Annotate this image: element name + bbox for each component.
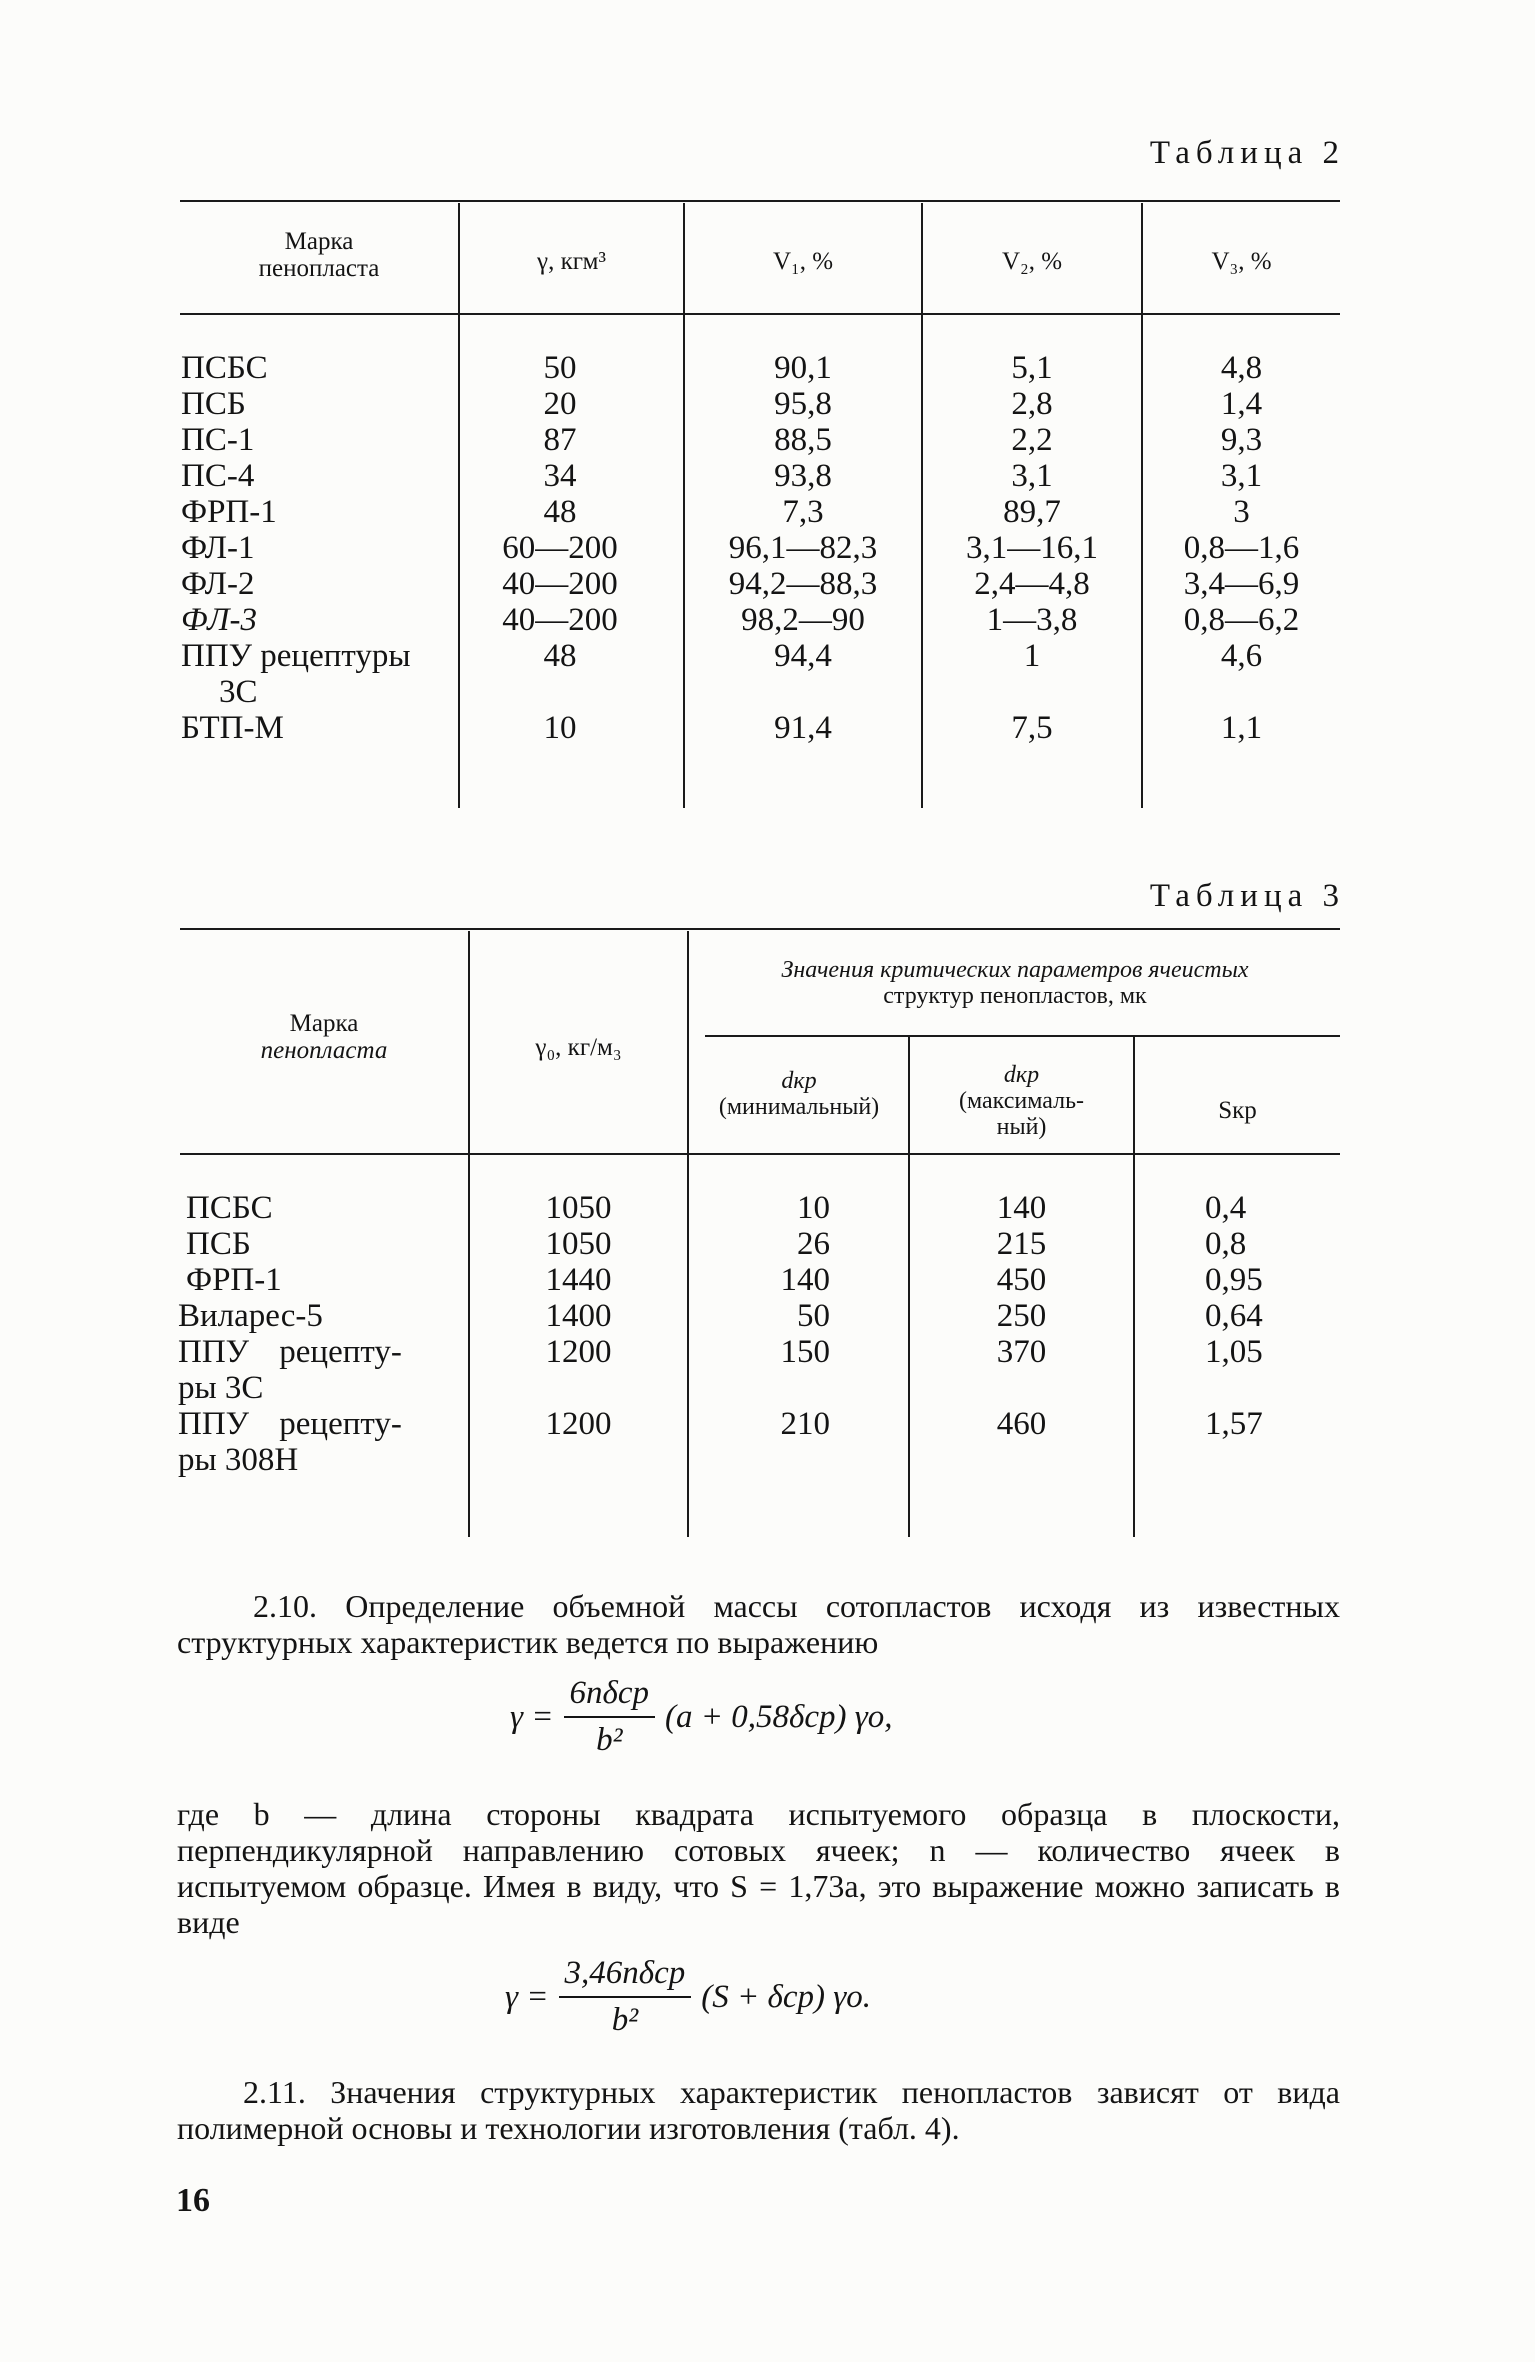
table-cell: 96,1—82,3 (728, 530, 878, 566)
table-cell: 40—200 (502, 602, 618, 638)
table-cell: ФЛ-3 (181, 602, 257, 638)
table3-skr-column (1205, 1190, 1340, 1478)
table-cell: 450 (996, 1262, 1047, 1298)
table2-v1-column (685, 350, 921, 746)
table-cell: ФЛ-2 (181, 566, 255, 602)
table-cell: 1—3,8 (986, 602, 1078, 638)
table-cell (685, 674, 921, 710)
table-cell: 1400 (545, 1298, 612, 1334)
table-cell: ПСБС (186, 1190, 273, 1226)
table2-caption: Таблица 2 (1149, 135, 1345, 171)
page-number: 16 (176, 2182, 210, 2219)
table-cell: 10 (543, 710, 577, 746)
table3-header-dmin: dкр (минимальный) (718, 1068, 880, 1120)
table3-group-rule (705, 1035, 1340, 1037)
paragraph-2-10: 2.10. Определение объемной массы сотопластов исходя из известных структурных характеристик ведется по выражению (177, 1588, 1340, 1660)
table-cell: 1,05 (1205, 1334, 1263, 1370)
table-cell: 98,2—90 (741, 602, 865, 638)
table-cell: 50 (797, 1298, 830, 1334)
table-cell: 2,8 (1011, 386, 1053, 422)
table3-dmin-column (690, 1190, 830, 1478)
table-cell: 140 (996, 1190, 1047, 1226)
table-cell: 26 (797, 1226, 830, 1262)
formula-1 (510, 1675, 893, 1759)
table-cell (470, 1370, 687, 1406)
table-cell: 3,1 (1220, 458, 1263, 494)
table-cell: 94,2—88,3 (728, 566, 878, 602)
table-cell (460, 674, 660, 710)
table-cell: 210 (780, 1406, 830, 1442)
table-cell: 1050 (545, 1190, 612, 1226)
table-cell: ФЛ-1 (181, 530, 255, 566)
table-cell: ПС-1 (181, 422, 255, 458)
table-cell: ППУ рецепту- (178, 1406, 402, 1442)
table-cell: 3 (1233, 494, 1250, 530)
table-cell: 90,1 (774, 350, 832, 386)
table-cell: 0,95 (1205, 1262, 1263, 1298)
table-cell (1205, 1442, 1340, 1478)
paragraph-where: где b — длина стороны квадрата испытуемого образца в плоскости, перпендикулярной направлению сотовых ячеек; n — количество ячеек в испытуемом образце. Имея в виду, что S = 1,73a, это выражение можно записать в виде (177, 1796, 1340, 1940)
table3-divider (687, 931, 689, 1537)
table2-brand-column (181, 350, 411, 746)
table-cell: 91,4 (774, 710, 832, 746)
formula-1-numerator: 6nδср (564, 1675, 656, 1718)
table-cell: 94,4 (774, 638, 832, 674)
table2-header-rule (180, 313, 1340, 315)
table-cell: ППУ рецептуры (181, 638, 411, 674)
table3-dmax-column (910, 1190, 1133, 1478)
table2-gamma-column (460, 350, 660, 746)
table3-header-group: Значения критических параметров ячеистых структур пенопластов, мк (781, 957, 1249, 1009)
table-cell (470, 1442, 687, 1478)
table-cell: 1 (1023, 638, 1041, 674)
table-cell: 0,8—6,2 (1183, 602, 1300, 638)
table-cell: ПСБС (181, 350, 268, 386)
table-cell (910, 1442, 1133, 1478)
formula-1-rest: (a + 0,58δср) γо, (665, 1698, 893, 1735)
table-cell: 370 (996, 1334, 1047, 1370)
table-cell (1143, 674, 1340, 710)
table-cell: 5,1 (1011, 350, 1053, 386)
table-cell (1205, 1370, 1340, 1406)
formula-2-lhs: γ = (505, 1978, 549, 2015)
table-cell (910, 1370, 1133, 1406)
table-cell: 3С (219, 674, 258, 710)
table-cell: БТП-М (181, 710, 284, 746)
table2-header-brand: Марка пенопласта (258, 228, 380, 282)
table-cell: 3,1 (1011, 458, 1053, 494)
table-cell: 1440 (545, 1262, 612, 1298)
table-cell: 0,8 (1205, 1226, 1247, 1262)
table-cell: 3,4—6,9 (1183, 566, 1300, 602)
table-cell: 34 (543, 458, 577, 494)
table2-v2-column (923, 350, 1141, 746)
paragraph-2-11: 2.11. Значения структурных характеристик пенопластов зависят от вида полимерной основы и технологии изготовления (табл. 4). (177, 2074, 1340, 2146)
table3-header-gamma0: γ₀, кг/м₃ (535, 1034, 622, 1061)
table-cell: 87 (543, 422, 577, 458)
table-cell: ПСБ (181, 386, 246, 422)
table-cell: 93,8 (774, 458, 832, 494)
table-cell: 3,1—16,1 (966, 530, 1098, 566)
table-cell: 0,8—1,6 (1183, 530, 1300, 566)
table-cell: 460 (996, 1406, 1047, 1442)
table3-header-brand: Марка пенопласта (260, 1010, 388, 1064)
table-cell: 7,5 (1011, 710, 1053, 746)
table-cell: 20 (543, 386, 577, 422)
table3-brand-column (178, 1190, 440, 1478)
table3-caption: Таблица 3 (1149, 878, 1345, 914)
table-cell: 4,6 (1220, 638, 1263, 674)
table-cell: 40—200 (502, 566, 618, 602)
formula-1-denominator: b² (596, 1722, 623, 1758)
table-cell: 60—200 (502, 530, 618, 566)
table2-top-rule (180, 200, 1340, 202)
table-cell: 2,4—4,8 (974, 566, 1090, 602)
table-cell: ры 308Н (178, 1442, 299, 1478)
table-cell: 2,2 (1011, 422, 1053, 458)
table3-gamma0-column (470, 1190, 687, 1478)
table-cell: 1200 (545, 1334, 612, 1370)
table-cell (923, 674, 1141, 710)
table-cell: 50 (543, 350, 577, 386)
formula-2 (505, 1955, 871, 2039)
table-cell: 89,7 (1003, 494, 1061, 530)
table-cell: 1,1 (1220, 710, 1263, 746)
table-cell: 48 (543, 494, 577, 530)
formula-2-fraction (559, 1955, 692, 2039)
table-cell: ППУ рецепту- (178, 1334, 402, 1370)
table3-header-dmax: dкр (максималь- ный) (958, 1062, 1085, 1140)
table-cell (690, 1442, 830, 1478)
table-cell: ПСБ (186, 1226, 251, 1262)
table-cell: ФРП-1 (181, 494, 277, 530)
table-cell: 140 (780, 1262, 830, 1298)
table2-v3-column (1143, 350, 1340, 746)
table-cell: 0,64 (1205, 1298, 1263, 1334)
table-cell: 215 (996, 1226, 1047, 1262)
table2-header-v2: V₂, % (1001, 248, 1063, 275)
formula-2-numerator: 3,46nδср (559, 1955, 692, 1998)
table-cell: 1050 (545, 1226, 612, 1262)
formula-2-rest: (S + δср) γо. (701, 1978, 872, 2015)
table-cell: 4,8 (1220, 350, 1263, 386)
table-cell: 88,5 (774, 422, 832, 458)
formula-2-denominator: b² (611, 2002, 639, 2038)
table-cell (690, 1370, 830, 1406)
table-cell: 0,4 (1205, 1190, 1247, 1226)
table-cell: 48 (543, 638, 577, 674)
table-cell: 250 (996, 1298, 1047, 1334)
table2-header-v3: V₃, % (1211, 248, 1272, 275)
table-cell: 150 (780, 1334, 830, 1370)
table3-header-rule (180, 1153, 1340, 1155)
table-cell: Виларес-5 (178, 1298, 323, 1334)
table-cell: 1,4 (1220, 386, 1263, 422)
table-cell: 9,3 (1220, 422, 1263, 458)
formula-1-fraction (564, 1675, 656, 1759)
table3-header-skr: Sкр (1218, 1097, 1257, 1124)
table-cell: 1200 (545, 1406, 612, 1442)
table-cell: 7,3 (782, 494, 824, 530)
table-cell: ФРП-1 (186, 1262, 282, 1298)
table2-header-v1: V₁, % (772, 248, 834, 275)
table-cell: ПС-4 (181, 458, 255, 494)
table2-header-gamma: γ, кгм³ (537, 248, 606, 275)
table-cell: 10 (797, 1190, 830, 1226)
table-cell: 1,57 (1205, 1406, 1263, 1442)
table-cell: ры 3С (178, 1370, 264, 1406)
table3-top-rule (180, 928, 1340, 930)
table-cell: 95,8 (774, 386, 832, 422)
formula-1-lhs: γ = (510, 1698, 554, 1735)
